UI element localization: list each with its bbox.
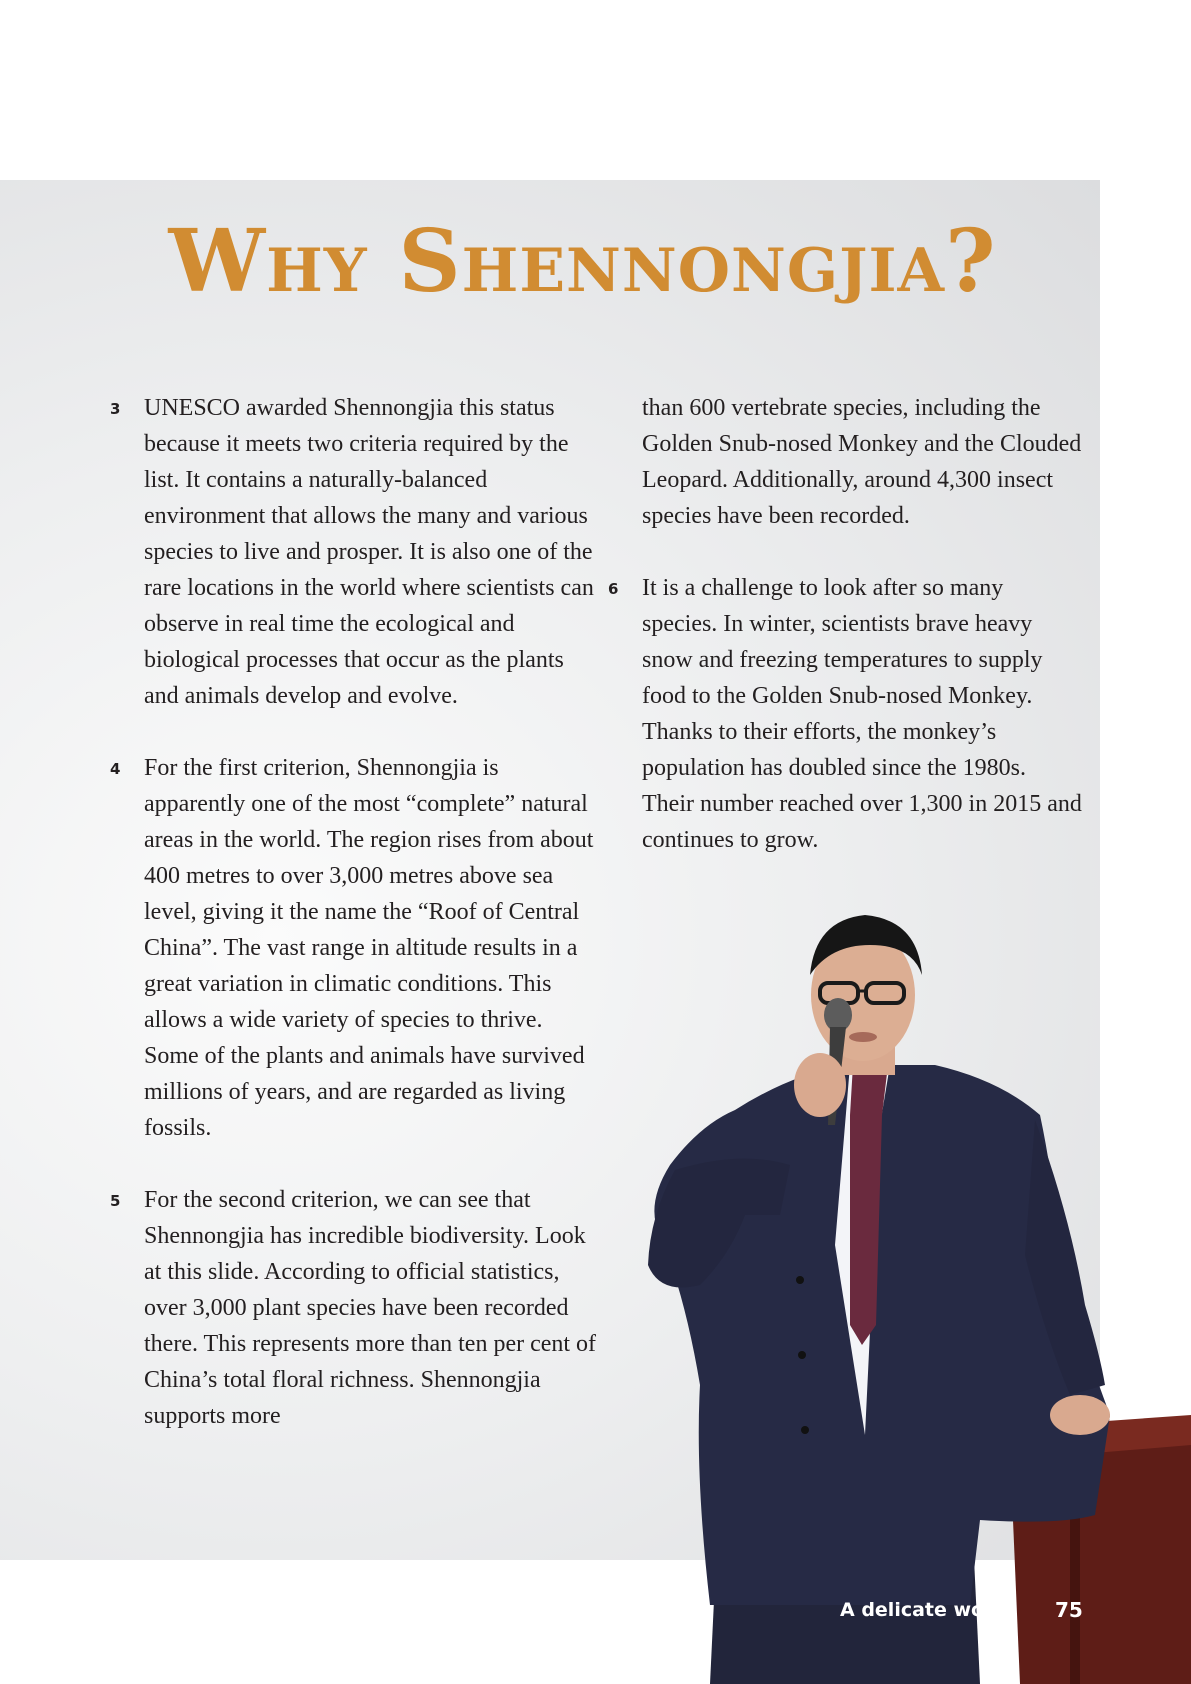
page-title: Why Shennongjia?: [168, 211, 997, 312]
paragraph-text: It is a challenge to look after so many species. In winter, scientists brave heavy snow and freezing temperatures to supply food to the Golden Snub-nosed Monkey. Thanks to their efforts, the monkey’s population has doubled since the 1980s. Their number reached over 1,300 in 2015 and continues to grow.: [642, 575, 1082, 853]
left-text-column: [110, 390, 599, 1470]
paragraph-5: [110, 1182, 599, 1434]
paragraph-number: 4: [110, 760, 121, 778]
paragraph-text: than 600 vertebrate species, including the Golden Snub-nosed Monkey and the Clouded Leopard. Additionally, around 4,300 insect species have been recorded.: [642, 395, 1082, 529]
paragraph-text: For the second criterion, we can see that Shennongjia has incredible biodiversity. Look at this slide. According to official statistics, over 3,000 plant species have been recorded there. This represents more than ten per cent of China’s total floral richness. Shennongjia supports more: [144, 1187, 597, 1429]
footer-section-title: A delicate world: [840, 1599, 1014, 1621]
paragraph-text: For the first criterion, Shennongjia is apparently one of the most “complete” natural areas in the world. The region rises from about 400 metres to over 3,000 metres above sea level, giving it the name the “Roof of Central China”. The vast range in altitude results in a great variation in climatic conditions. This allows a wide variety of species to thrive. Some of the plants and animals have survived millions of years, and are regarded as living fossils.: [144, 755, 594, 1141]
paragraph-3: [110, 390, 599, 714]
paragraph-4: [110, 750, 599, 1146]
paragraph-number: 3: [110, 400, 121, 418]
right-text-column: [608, 390, 1082, 894]
paragraph-text: UNESCO awarded Shennongjia this status because it meets two criteria required by the list. It contains a naturally-balanced environment that allows the many and various species to live and prosper. It is also one of the rare locations in the world where scientists can observe in real time the ecological and biological processes that occur as the plants and animals develop and evolve.: [144, 395, 594, 709]
paragraph-number: 5: [110, 1192, 121, 1210]
speaker-head: [810, 915, 922, 1061]
paragraph-number: 6: [608, 580, 619, 598]
footer-page-number: 75: [1055, 1598, 1083, 1622]
paragraph-5-continued: [642, 390, 1082, 534]
speaker-photo: [640, 915, 1191, 1684]
paragraph-6: [608, 570, 1082, 858]
